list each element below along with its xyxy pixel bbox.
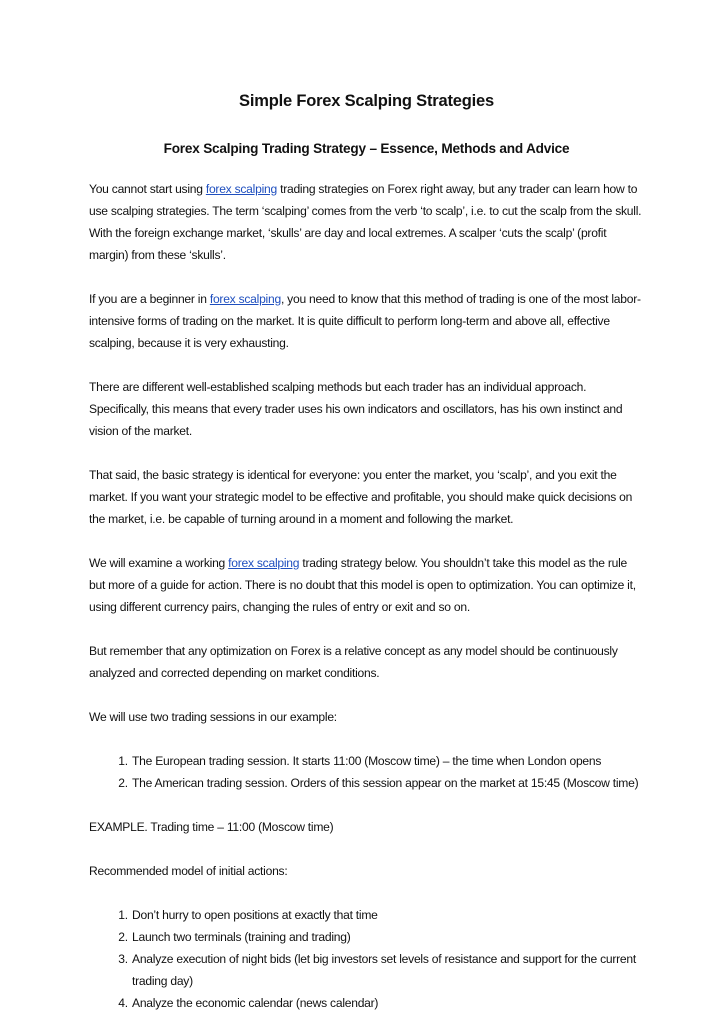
paragraph-3: There are different well-established scalping methods but each trader has an individual approach. Specifically, this means that every trader uses his own indicators and oscillators, has his own instinct and vision of the market. (89, 380, 623, 438)
list-item: 1. Don’t hurry to open positions at exactly that time (131, 904, 644, 926)
paragraph-2-start: If you are a beginner in (89, 292, 210, 306)
forex-scalping-link-3[interactable]: forex scalping (228, 556, 300, 570)
paragraph-6: But remember that any optimization on Forex is a relative concept as any model should be continuously analyzed and corrected depending on market conditions. (89, 644, 618, 680)
paragraph-2 (89, 288, 644, 354)
list-item: 2. Launch two terminals (training and trading) (131, 926, 644, 948)
example-line: EXAMPLE. Trading time – 11:00 (Moscow time) (89, 820, 334, 834)
document-subtitle: Forex Scalping Trading Strategy – Essence, Methods and Advice (163, 141, 570, 156)
trading-sessions-list (89, 750, 644, 794)
list-item: 3. Analyze execution of night bids (let big investors set levels of resistance and support for the current trading day) (131, 948, 644, 992)
paragraph-1-end: trading strategies on Forex right away, but any trader can learn how to use scalping strategies. The term ‘scalping’ comes from the verb ‘to scalp’, i.e. to cut the scalp from the skull. With the foreign exchange market, ‘skulls’ are day and local extremes. A scalper ‘cuts the scalp’ (profit margin) from these ‘skulls’. (89, 182, 642, 262)
initial-actions-list (89, 904, 644, 1014)
paragraph-1 (89, 178, 644, 266)
paragraph-1-start: You cannot start using (89, 182, 206, 196)
list-item: 4. Analyze the economic calendar (news calendar) (131, 992, 644, 1014)
forex-scalping-link-1[interactable]: forex scalping (205, 182, 277, 196)
paragraph-5-end: trading strategy below. You shouldn’t take this model as the rule but more of a guide for action. There is no doubt that this model is open to optimization. You can optimize it, using different currency pairs, changing the rules of entry or exit and so on. (89, 556, 636, 614)
forex-scalping-link-2[interactable]: forex scalping (209, 292, 281, 306)
document-body (89, 178, 644, 1036)
paragraph-4: That said, the basic strategy is identical for everyone: you enter the market, you ‘scalp’, and you exit the market. If you want your strategic model to be effective and profitable, you should make quick decisions on the market, i.e. be capable of turning around in a moment and following the market. (89, 468, 633, 526)
paragraph-5-start: We will examine a working (89, 556, 229, 570)
paragraph-2-end: , you need to know that this method of trading is one of the most labor-intensive forms of trading on the market. It is quite difficult to perform long-term and above all, effective scalping, because it is very exhausting. (89, 292, 641, 350)
paragraph-7: We will use two trading sessions in our example: (89, 710, 337, 724)
document-title: Simple Forex Scalping Strategies (239, 92, 494, 110)
paragraph-5 (89, 552, 644, 618)
list-item: 1. The European trading session. It starts 11:00 (Moscow time) – the time when London opens (131, 750, 644, 772)
recommended-heading: Recommended model of initial actions: (89, 864, 288, 878)
list-item: 2. The American trading session. Orders of this session appear on the market at 15:45 (Moscow time) (131, 772, 644, 794)
